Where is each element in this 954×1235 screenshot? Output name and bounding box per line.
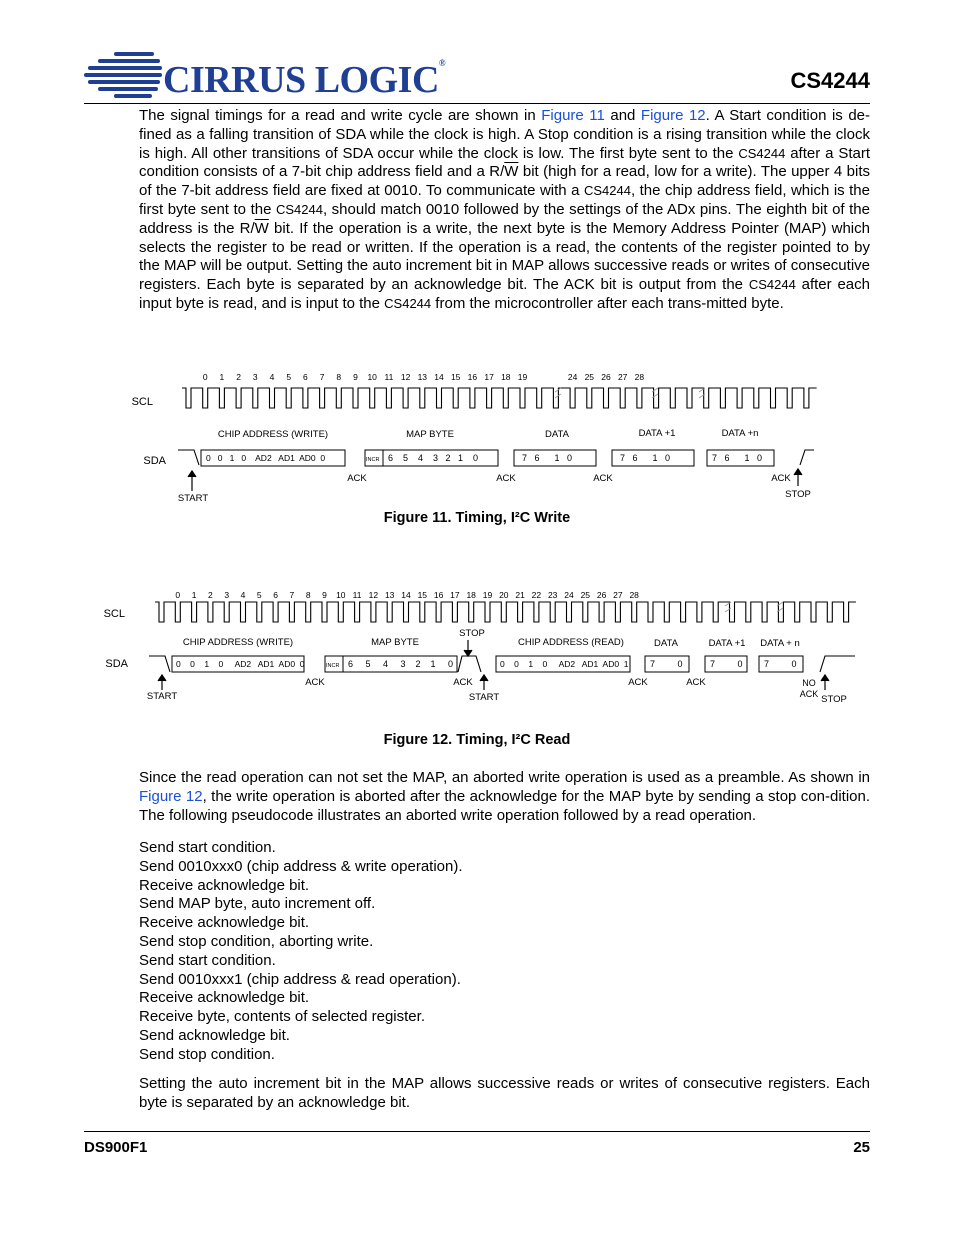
chip-bits: 0 0 1 0 AD2 AD1 AD0 0 [176, 659, 305, 669]
clock-number: 15 [450, 372, 461, 382]
ack-label: ACK [453, 677, 473, 688]
pseudocode-line: Send MAP byte, auto increment off. [139, 895, 376, 913]
pseudocode-line: Send start condition. [139, 951, 276, 969]
chip-bits: 0 0 1 0 AD2 AD1 AD0 0 [206, 453, 326, 463]
clock-number: 5 [286, 372, 292, 382]
figure-12-timing-diagram [0, 580, 954, 710]
clock-number: 5 [256, 590, 262, 600]
field-label: DATA [545, 429, 569, 440]
figure-12-link[interactable]: Figure 12 [139, 787, 203, 805]
clock-number: 20 [499, 590, 509, 600]
clock-number: 26 [596, 590, 607, 600]
clock-number: 4 [269, 372, 275, 382]
clock-number: 18 [466, 590, 476, 600]
clock-number: 3 [252, 372, 258, 382]
pseudocode-line: Send stop condition, aborting write. [139, 932, 374, 950]
clock-number: 6 [303, 372, 308, 382]
data-bits: 7 6 1 0 [620, 453, 671, 463]
clock-number: 17 [484, 372, 494, 382]
map-bits: 6 5 4 3 2 1 0 [388, 453, 479, 463]
stop-label: STOP [459, 628, 485, 639]
pseudocode-list [139, 839, 463, 1065]
clock-number: 17 [450, 590, 460, 600]
pseudocode-line: Send 0010xxx0 (chip address & write operation). [139, 857, 463, 875]
break-mark [652, 388, 658, 398]
pseudocode-line: Send stop condition. [139, 1045, 275, 1063]
pseudocode-line: Receive byte, contents of selected register. [139, 1008, 425, 1026]
brand-logo: CIRRUS LOGIC® [163, 58, 446, 101]
pseudocode-line: Receive acknowledge bit. [139, 876, 310, 894]
clock-number: 27 [617, 372, 628, 382]
clock-number: 6 [273, 590, 278, 600]
clock-number: 10 [336, 590, 346, 600]
figure-12-caption: Figure 12. Timing, I²C Read [383, 732, 571, 748]
ack-label: ACK [771, 473, 791, 484]
clock-number: 14 [434, 372, 444, 382]
start-label: START [468, 692, 500, 703]
field-label: CHIP ADDRESS (READ) [518, 637, 624, 648]
clock-number: 13 [417, 372, 428, 382]
incr-bit: INCR [366, 457, 380, 463]
clock-number: 16 [467, 372, 478, 382]
footer-divider [84, 1131, 870, 1132]
scl-label: SCL [103, 608, 125, 620]
part-number: CS4244 [790, 68, 870, 93]
clock-number: 24 [564, 590, 574, 600]
clock-number: 0 [175, 590, 181, 600]
data-bits: 7 6 1 0 [522, 453, 573, 463]
aborted-write-paragraph: Since the read operation can not set the MAP, an aborted write operation is used as a preamble. As shown in Figure 12, the write operation is aborted after the acknowledge for the MAP byte by sending a stop con-dition. The following pseudocode illustrates an aborted write operation followed by a read operation. [139, 769, 870, 824]
clock-number: 9 [353, 372, 358, 382]
chip-bits: 0 0 1 0 AD2 AD1 AD0 1 [500, 659, 629, 669]
figure-11-caption: Figure 11. Timing, I²C Write [383, 510, 571, 526]
clock-number: 25 [580, 590, 591, 600]
sda-label: SDA [143, 455, 166, 467]
clock-number: 8 [336, 372, 342, 382]
pseudocode-line: Send start condition. [139, 839, 276, 856]
clock-number: 28 [629, 590, 639, 600]
ack-label: ACK [628, 677, 648, 688]
clock-number: 23 [547, 590, 558, 600]
clock-number: 10 [367, 372, 377, 382]
field-label: CHIP ADDRESS (WRITE) [217, 429, 329, 440]
incr-bit: INCR [326, 663, 340, 669]
field-label: DATA + n [760, 638, 800, 649]
field-label: CHIP ADDRESS (WRITE) [182, 637, 294, 648]
field-label: MAP BYTE [371, 637, 419, 648]
clock-number: 4 [240, 590, 246, 600]
data-bits: 7 0 [710, 659, 743, 669]
no-ack-label: ACK [799, 689, 819, 699]
globe-stripes-icon [84, 50, 166, 100]
clock-number: 19 [517, 372, 528, 382]
intro-paragraph: The signal timings for a read and write cycle are shown in Figure 11 and Figure 12. A Start condition is de-fined as a falling transition of SDA while the clock is high. A Stop condition is a rising transition while the clock is high. All other transitions of SDA occur while the clock is low. The first byte sent to the CS4244 after a Start condition consists of a 7-bit chip address field and a $R/\overline{W}$ bit (high for a read, low for a write). The upper 4 bits of the 7-bit address field are fixed at 0010. To communicate with a CS4244, the chip address field, which is the first byte sent to the CS4244, should match 0010 followed by the settings of the ADx pins. The eighth bit of the address is the $R/\overline{W}$ bit. If the operation is a write, the next byte is the Memory Address Pointer (MAP) which selects the register to be read or written. If the operation is a read, the contents of the register pointed to by the MAP will be output. Setting the auto increment bit in MAP allows successive reads or writes of consecutive registers. Each byte is separated by an acknowledge bit. The ACK bit is output from the CS4244 after each input byte is read, and is input to the CS4244 from the microcontroller after each trans-mitted byte. [139, 107, 871, 312]
clock-number: 25 [584, 372, 595, 382]
start-label: START [177, 493, 209, 504]
clock-number: 14 [401, 590, 411, 600]
clock-number: 11 [384, 372, 394, 382]
clock-number: 22 [531, 590, 542, 600]
clock-number: 11 [352, 590, 362, 600]
pseudocode-line: Send 0010xxx1 (chip address & read operation). [139, 970, 461, 988]
field-label: DATA +1 [638, 428, 676, 439]
stop-label: STOP [785, 489, 811, 500]
data-bits: 7 0 [650, 659, 683, 669]
closing-paragraph: Setting the auto increment bit in the MAP allows successive reads or writes of consecutive registers. Each byte is separated by an acknowledge bit. [139, 1075, 870, 1111]
clock-number: 21 [515, 590, 525, 600]
stop-label: STOP [821, 694, 847, 705]
clock-number: 2 [208, 590, 213, 600]
map-bits: 6 5 4 3 2 1 0 [348, 659, 454, 669]
data-bits: 7 6 1 0 [712, 453, 763, 463]
ack-label: ACK [305, 677, 325, 688]
pseudocode-line: Receive acknowledge bit. [139, 914, 310, 932]
break-mark [725, 602, 731, 612]
page-number: 25 [853, 1139, 870, 1156]
clock-number: 3 [224, 590, 230, 600]
no-ack-label: NO [802, 678, 816, 688]
clock-number: 18 [501, 372, 511, 382]
clock-number: 12 [400, 372, 411, 382]
clock-number: 0 [202, 372, 208, 382]
ack-label: ACK [347, 473, 367, 484]
clock-number: 9 [322, 590, 327, 600]
clock-number: 24 [567, 372, 578, 382]
field-label: DATA [654, 638, 678, 649]
data-bits: 7 0 [764, 659, 797, 669]
clock-number: 12 [368, 590, 379, 600]
clock-number: 8 [305, 590, 311, 600]
clock-number: 19 [482, 590, 493, 600]
scl-label: SCL [131, 396, 153, 408]
sda-label: SDA [105, 658, 128, 670]
document-id: DS900F1 [84, 1139, 148, 1156]
figure-12-link[interactable]: Figure 12 [640, 107, 706, 124]
figure-11-link[interactable]: Figure 11 [541, 107, 605, 124]
clock-number: 2 [236, 372, 241, 382]
field-label: DATA +1 [708, 638, 746, 649]
clock-number: 26 [601, 372, 611, 382]
clock-number: 13 [384, 590, 395, 600]
clock-number: 7 [289, 590, 295, 600]
pseudocode-line: Send acknowledge bit. [139, 1026, 290, 1044]
clock-number: 27 [613, 590, 623, 600]
field-label: DATA +n [721, 428, 759, 439]
start-label: START [146, 691, 178, 702]
clock-number: 15 [417, 590, 428, 600]
clock-number: 16 [433, 590, 444, 600]
header-divider [84, 103, 870, 104]
ack-label: ACK [496, 473, 516, 484]
ack-label: ACK [686, 677, 706, 688]
ack-label: ACK [593, 473, 613, 484]
field-label: MAP BYTE [406, 429, 454, 440]
clock-number: 7 [319, 372, 325, 382]
figure-11-timing-diagram [0, 360, 954, 510]
clock-number: 1 [219, 372, 225, 382]
pseudocode-line: Receive acknowledge bit. [139, 989, 310, 1007]
clock-number: 1 [191, 590, 197, 600]
clock-number: 28 [634, 372, 645, 382]
